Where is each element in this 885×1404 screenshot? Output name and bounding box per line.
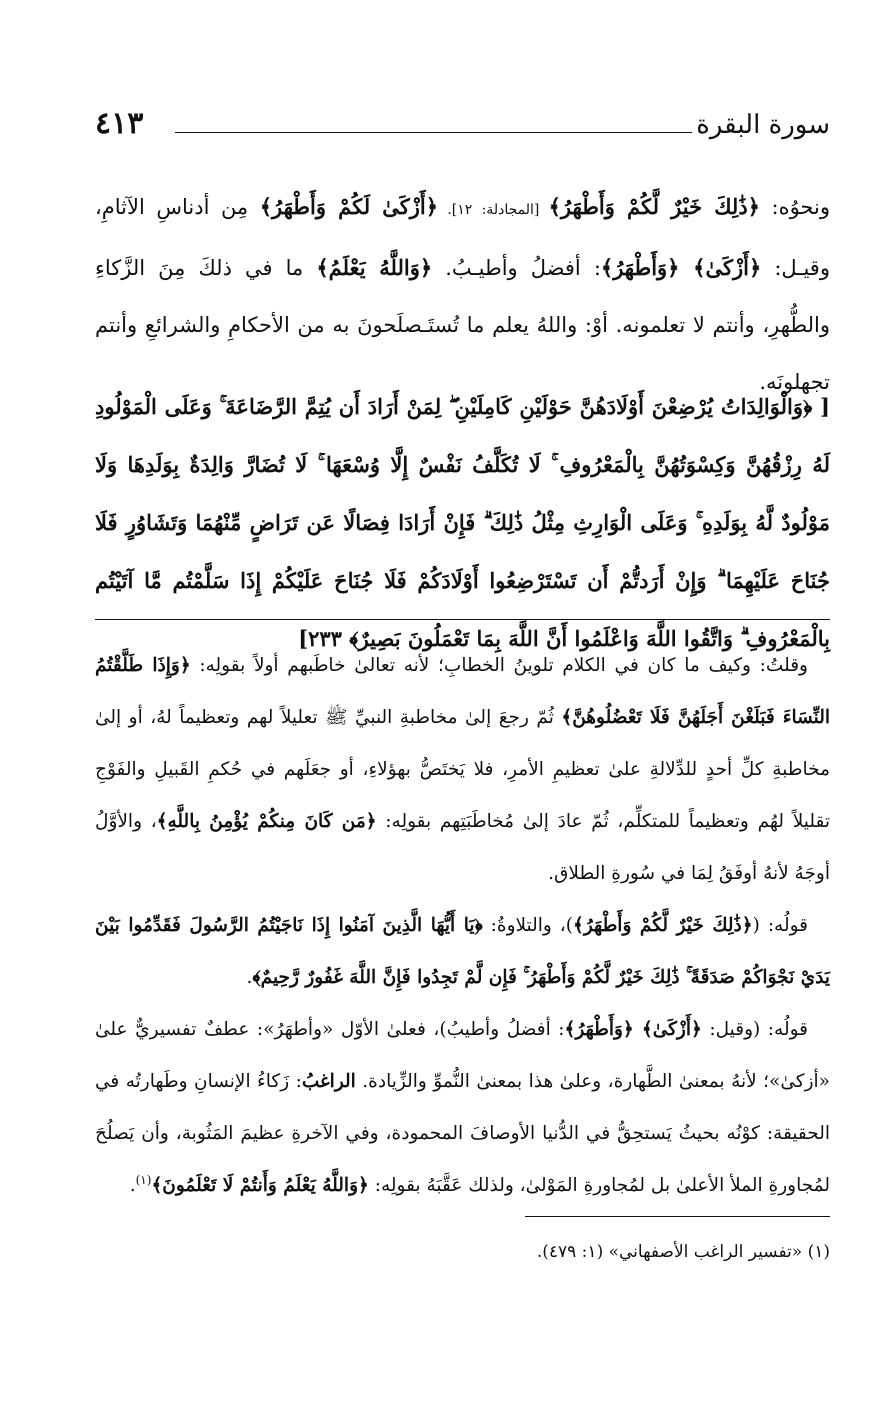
hashiya-text: ، والأوَّلُ أوجَهُ لأنهُ أوفَقُ لِمَا في سُورةِ الطلاق. bbox=[95, 811, 830, 884]
hashiya-text: : زَكاءُ الإنسانِ وطَهارتُه في الحقيقة: كوْنُه بحيثُ يَستحِقُّ في الدُّنيا الأوصافَ المحمودة، وفي الآخرةِ عظيمَ المَثُوبة، وأن يَصلُحَ لمُجاورةِ الملأ الأعلىٰ بل لمُجاورةِ المَوْلىٰ، ولذلك عَقَّبَهُ بقولِه: bbox=[95, 1071, 830, 1196]
tafsir-text bbox=[95, 178, 830, 411]
tafsir-text-c: : أفضلُ وأطيـبُ. bbox=[432, 256, 601, 280]
hashiya-text: . bbox=[246, 967, 253, 988]
tafsir-paragraph bbox=[95, 178, 830, 411]
quran-quote: ﴿وَإِذَا طَلَّقْتُمُ النِّسَاءَ فَبَلَغْنَ أَجَلَهُنَّ فَلَا تَعْضُلُوهُنَّ﴾ bbox=[95, 655, 830, 728]
quran-quote: ﴿أَزْكَىٰ﴾ ﴿وَأَطْهَرُ﴾ bbox=[600, 255, 762, 280]
quran-quote: ﴿أَزْكَىٰ لَكُمْ وَأَطْهَرُ﴾ bbox=[259, 194, 439, 219]
quran-quote: ﴿وَاللَّهُ يَعْلَمُ وَأَنتُمْ لَا تَعْلَمُونَ﴾ bbox=[151, 1175, 369, 1196]
ayah-open-bracket: [ bbox=[812, 394, 830, 419]
hashiya-text: . bbox=[129, 1175, 136, 1196]
footnote-text: (١) «تفسير الراغب الأصفهاني» (١: ٤٧٩). bbox=[536, 1242, 830, 1262]
quran-quote: ﴿يَا أَيُّهَا الَّذِينَ آمَنُوا إِذَا نَاجَيْتُمُ الرَّسُولَ فَقَدِّمُوا بَيْنَ يَدَيْ نَجْوَاكُمْ صَدَقَةً ۚ ذَٰلِكَ خَيْرٌ لَّكُمْ وَأَطْهَرُ ۚ فَإِن لَّمْ تَجِدُوا فَإِنَّ اللَّهَ غَفُورٌ رَّحِيمٌ﴾ bbox=[95, 915, 830, 988]
footnote-divider bbox=[525, 1216, 830, 1217]
raghib-name: الراغبُ bbox=[301, 1071, 356, 1092]
hashiya-paragraph-3 bbox=[95, 1004, 830, 1212]
hashiya-text: : أفضلُ وأطيبُ)، فعلىٰ الأوّل «وأطهَرُ»: عطفٌ تفسيريٌّ علىٰ «أزكىٰ»؛ لأنهُ بمعنىٰ الطَّهارة، وعلىٰ هذا بمعنىٰ النُّموِّ والزِّيادة. bbox=[95, 1019, 830, 1092]
hashiya-section bbox=[95, 640, 830, 1212]
footnote-marker: (١) bbox=[135, 1172, 152, 1187]
main-divider bbox=[95, 619, 830, 620]
ayah-number: ٢٣٣ bbox=[308, 626, 350, 651]
hashiya-text: وقلتُ: وكيف ما كان في الكلام تلوينُ الخطابِ؛ لأنه تعالىٰ خاطَبهم أولاً بقولِه: bbox=[190, 655, 808, 676]
quran-quote: ﴿ذَٰلِكَ خَيْرٌ لَّكُمْ وَأَطْهَرُ﴾ bbox=[548, 194, 760, 219]
page-number: ٤١٣ bbox=[95, 106, 144, 141]
tafsir-text-d: ما في ذلكَ مِنَ الزَّكاءِ والطُّهرِ، وأنتم لا تعلمونه. أوْ: واللهُ يعلم ما تُستَـصلَحونَ به من الأحكامِ والشرائعِ وأنتم تجهلونَه. bbox=[95, 256, 830, 394]
hashiya-text: قولُه: ( bbox=[752, 915, 809, 936]
quran-quote: ﴿أَزْكَىٰ﴾ ﴿وَأَطْهَرُ﴾ bbox=[564, 1019, 702, 1040]
hashiya-text: قولُه: (وقيل: bbox=[701, 1019, 808, 1040]
verse-reference: [المجادلة: ١٢]. bbox=[438, 202, 549, 218]
hashiya-text: ثُمّ رجعَ إلىٰ مخاطبةِ النبيِّ ﷺ تعليلاً لهم وتعظيماً لهُ، أو إلىٰ مخاطبةِ كلِّ أحدٍ للدِّلالةِ علىٰ تعظيمِ الأمرِ، فلا يَختَصُّ بهؤلاءِ، أو جعَلَهم في حُكمِ القَبيلِ والفَوْجِ تقليلاً لهُم وتعظيماً للمتكلِّم، ثُمّ عادَ إلىٰ مُخاطَبَتِهم بقولِه: bbox=[95, 707, 830, 832]
ayah-close-bracket: ] bbox=[298, 626, 309, 651]
quran-quote: ﴿ذَٰلِكَ خَيْرٌ لَّكُمْ وَأَطْهَرُ﴾ bbox=[573, 915, 753, 936]
header-rule bbox=[175, 132, 692, 133]
page-header bbox=[95, 106, 830, 150]
tafsir-text-b: مِن أدناسِ الآثامِ، وقيـل: bbox=[95, 195, 830, 280]
quran-quote: ﴿وَاللَّهُ يَعْلَمُ﴾ bbox=[316, 255, 433, 280]
hashiya-text: )، والتلاوةُ: bbox=[482, 915, 573, 936]
surah-name: سورة البقرة bbox=[696, 110, 830, 140]
footnote bbox=[95, 1228, 830, 1276]
tafsir-text-a: ونحوُه: bbox=[759, 195, 830, 219]
ayah-block bbox=[95, 378, 830, 668]
hashiya-paragraph-2 bbox=[95, 900, 830, 1004]
ayah-verse: ﴿وَالْوَالِدَاتُ يُرْضِعْنَ أَوْلَادَهُنَّ حَوْلَيْنِ كَامِلَيْنِ ۖ لِمَنْ أَرَادَ أَن يُتِمَّ الرَّضَاعَةَ ۚ وَعَلَى الْمَوْلُودِ لَهُ رِزْقُهُنَّ وَكِسْوَتُهُنَّ بِالْمَعْرُوفِ ۚ لَا تُكَلَّفُ نَفْسٌ إِلَّا وُسْعَهَا ۚ لَا تُضَارَّ وَالِدَةٌ بِوَلَدِهَا وَلَا مَوْلُودٌ لَّهُ بِوَلَدِهِ ۚ وَعَلَى الْوَارِثِ مِثْلُ ذَٰلِكَ ۗ فَإِنْ أَرَادَا فِصَالًا عَن تَرَاضٍ مِّنْهُمَا وَتَشَاوُرٍ فَلَا جُنَاحَ عَلَيْهِمَا ۗ وَإِنْ أَرَدتُّمْ أَن تَسْتَرْضِعُوا أَوْلَادَكُمْ فَلَا جُنَاحَ عَلَيْكُمْ إِذَا سَلَّمْتُم مَّا آتَيْتُم بِالْمَعْرُوفِ ۗ وَاتَّقُوا اللَّهَ وَاعْلَمُوا أَنَّ اللَّهَ بِمَا تَعْمَلُونَ بَصِيرٌ﴾ bbox=[95, 394, 830, 651]
ayah-text bbox=[95, 378, 830, 668]
hashiya-paragraph-1 bbox=[95, 640, 830, 900]
quran-quote: ﴿مَن كَانَ مِنكُمْ يُؤْمِنُ بِاللَّهِ﴾ bbox=[156, 811, 377, 832]
